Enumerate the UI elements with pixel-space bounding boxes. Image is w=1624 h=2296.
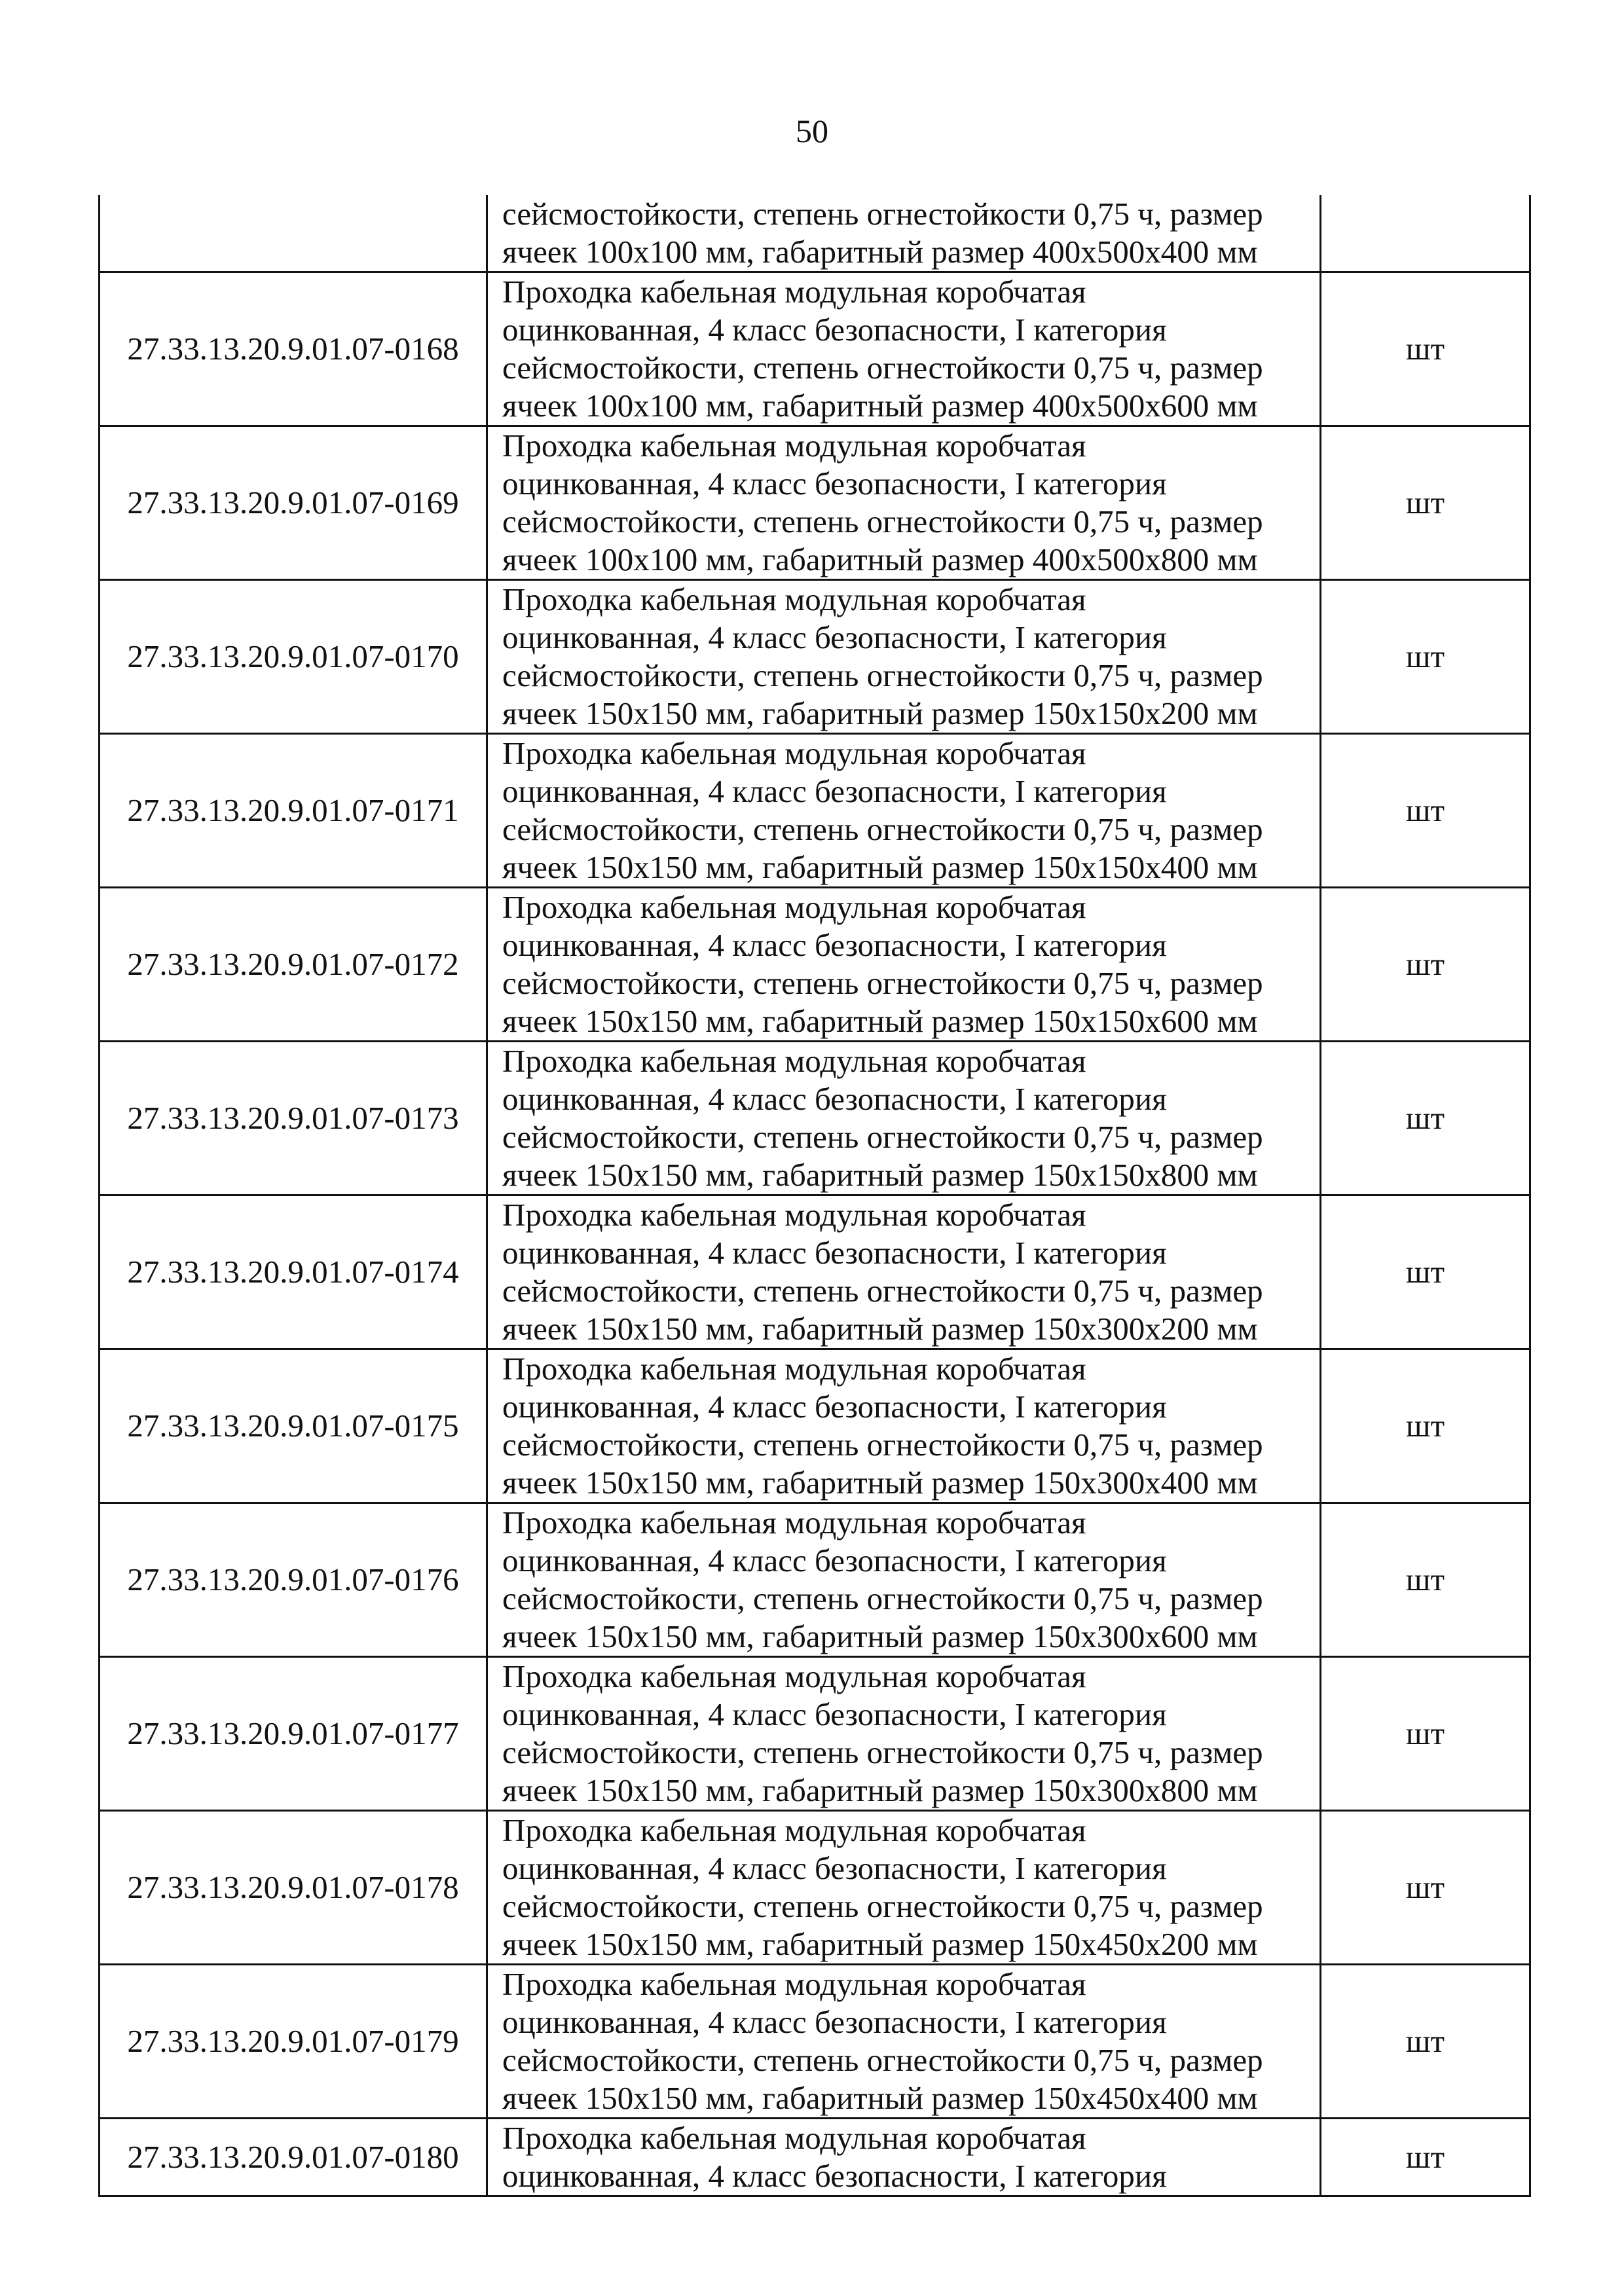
unit-of-measure: шт xyxy=(1321,2119,1530,2196)
resource-code: 27.33.13.20.9.01.07-0173 xyxy=(100,1042,487,1195)
description-line: сейсмостойкости, степень огнестойкости 0,75 ч, размер xyxy=(502,1734,1263,1770)
unit-of-measure: шт xyxy=(1321,580,1530,734)
resource-code: 27.33.13.20.9.01.07-0178 xyxy=(100,1811,487,1965)
description-line: сейсмостойкости, степень огнестойкости 0,75 ч, размер xyxy=(502,2042,1263,2078)
description-line: сейсмостойкости, степень огнестойкости 0,75 ч, размер xyxy=(502,811,1263,847)
description-line: ячеек 150х150 мм, габаритный размер 150х150х400 мм xyxy=(502,849,1258,885)
resource-code: 27.33.13.20.9.01.07-0179 xyxy=(100,1965,487,2119)
description-line: ячеек 150х150 мм, габаритный размер 150х450х400 мм xyxy=(502,2080,1258,2116)
unit-of-measure: шт xyxy=(1321,1965,1530,2119)
unit-of-measure: шт xyxy=(1321,888,1530,1042)
resource-description xyxy=(487,1811,1321,1965)
description-line: сейсмостойкости, степень огнестойкости 0,75 ч, размер xyxy=(502,1119,1263,1155)
description-line: Проходка кабельная модульная коробчатая xyxy=(502,1197,1086,1233)
description-line: оцинкованная, 4 класс безопасности, I категория xyxy=(502,465,1167,501)
resource-description xyxy=(487,1042,1321,1195)
description-line: Проходка кабельная модульная коробчатая xyxy=(502,1966,1086,2002)
description-line: сейсмостойкости, степень огнестойкости 0,75 ч, размер xyxy=(502,350,1263,386)
resource-description xyxy=(487,1349,1321,1503)
resource-code: 27.33.13.20.9.01.07-0172 xyxy=(100,888,487,1042)
table-row xyxy=(100,195,1530,272)
description-line: сейсмостойкости, степень огнестойкости 0,75 ч, размер xyxy=(502,1427,1263,1463)
resource-description xyxy=(487,1195,1321,1349)
table-row xyxy=(100,734,1530,888)
resource-code: 27.33.13.20.9.01.07-0180 xyxy=(100,2119,487,2196)
description-line: оцинкованная, 4 класс безопасности, I категория xyxy=(502,773,1167,809)
resource-description xyxy=(487,426,1321,580)
table-row xyxy=(100,1657,1530,1811)
resource-code: 27.33.13.20.9.01.07-0174 xyxy=(100,1195,487,1349)
table-row xyxy=(100,1965,1530,2119)
description-line: сейсмостойкости, степень огнестойкости 0,75 ч, размер xyxy=(502,1888,1263,1924)
resource-description xyxy=(487,580,1321,734)
resource-code: 27.33.13.20.9.01.07-0177 xyxy=(100,1657,487,1811)
description-line: оцинкованная, 4 класс безопасности, I категория xyxy=(502,2158,1167,2194)
table-row xyxy=(100,1503,1530,1657)
description-line: ячеек 150х150 мм, габаритный размер 150х150х600 мм xyxy=(502,1003,1258,1039)
resource-description xyxy=(487,272,1321,426)
description-line: ячеек 150х150 мм, габаритный размер 150х300х200 мм xyxy=(502,1311,1258,1347)
resource-description xyxy=(487,2119,1321,2196)
unit-of-measure: шт xyxy=(1321,1195,1530,1349)
unit-of-measure: шт xyxy=(1321,272,1530,426)
description-line: оцинкованная, 4 класс безопасности, I категория xyxy=(502,312,1167,348)
description-line: оцинкованная, 4 класс безопасности, I категория xyxy=(502,1542,1167,1578)
description-line: ячеек 100х100 мм, габаритный размер 400х500х800 мм xyxy=(502,541,1258,577)
table-row xyxy=(100,272,1530,426)
resource-code: 27.33.13.20.9.01.07-0168 xyxy=(100,272,487,426)
resource-description xyxy=(487,1503,1321,1657)
description-line: сейсмостойкости, степень огнестойкости 0,75 ч, размер xyxy=(502,1273,1263,1309)
description-line: ячеек 100х100 мм, габаритный размер 400х500х400 мм xyxy=(502,234,1258,270)
unit-of-measure xyxy=(1321,195,1530,272)
table-row xyxy=(100,2119,1530,2196)
resource-code: 27.33.13.20.9.01.07-0170 xyxy=(100,580,487,734)
unit-of-measure: шт xyxy=(1321,1503,1530,1657)
page-number: 50 xyxy=(796,113,828,149)
resource-description xyxy=(487,1657,1321,1811)
description-line: оцинкованная, 4 класс безопасности, I категория xyxy=(502,1235,1167,1271)
table-row xyxy=(100,1811,1530,1965)
description-line: Проходка кабельная модульная коробчатая xyxy=(502,274,1086,310)
description-line: оцинкованная, 4 класс безопасности, I категория xyxy=(502,2004,1167,2040)
description-line: Проходка кабельная модульная коробчатая xyxy=(502,1812,1086,1848)
resource-code: 27.33.13.20.9.01.07-0171 xyxy=(100,734,487,888)
unit-of-measure: шт xyxy=(1321,426,1530,580)
table-row xyxy=(100,1349,1530,1503)
resource-code xyxy=(100,195,487,272)
description-line: ячеек 150х150 мм, габаритный размер 150х300х600 мм xyxy=(502,1618,1258,1654)
table-row xyxy=(100,426,1530,580)
description-line: Проходка кабельная модульная коробчатая xyxy=(502,428,1086,464)
unit-of-measure: шт xyxy=(1321,1811,1530,1965)
table-row xyxy=(100,888,1530,1042)
resource-description xyxy=(487,1965,1321,2119)
description-line: Проходка кабельная модульная коробчатая xyxy=(502,735,1086,771)
table-row xyxy=(100,1195,1530,1349)
description-line: Проходка кабельная модульная коробчатая xyxy=(502,1351,1086,1387)
description-line: оцинкованная, 4 класс безопасности, I категория xyxy=(502,619,1167,655)
description-line: ячеек 150х150 мм, габаритный размер 150х300х800 мм xyxy=(502,1772,1258,1808)
unit-of-measure: шт xyxy=(1321,1349,1530,1503)
description-line: сейсмостойкости, степень огнестойкости 0,75 ч, размер xyxy=(502,657,1263,693)
resource-code: 27.33.13.20.9.01.07-0176 xyxy=(100,1503,487,1657)
description-line: ячеек 150х150 мм, габаритный размер 150х300х400 мм xyxy=(502,1465,1258,1501)
description-line: сейсмостойкости, степень огнестойкости 0,75 ч, размер xyxy=(502,965,1263,1001)
description-line: Проходка кабельная модульная коробчатая xyxy=(502,889,1086,925)
description-line: оцинкованная, 4 класс безопасности, I категория xyxy=(502,1696,1167,1732)
resource-description xyxy=(487,888,1321,1042)
description-line: оцинкованная, 4 класс безопасности, I категория xyxy=(502,1081,1167,1117)
description-line: сейсмостойкости, степень огнестойкости 0,75 ч, размер xyxy=(502,196,1263,232)
description-line: сейсмостойкости, степень огнестойкости 0,75 ч, размер xyxy=(502,503,1263,539)
description-line: оцинкованная, 4 класс безопасности, I категория xyxy=(502,927,1167,963)
description-line: ячеек 100х100 мм, габаритный размер 400х500х600 мм xyxy=(502,388,1258,424)
description-line: Проходка кабельная модульная коробчатая xyxy=(502,581,1086,617)
unit-of-measure: шт xyxy=(1321,1657,1530,1811)
description-line: оцинкованная, 4 класс безопасности, I категория xyxy=(502,1850,1167,1886)
unit-of-measure: шт xyxy=(1321,1042,1530,1195)
resource-code: 27.33.13.20.9.01.07-0175 xyxy=(100,1349,487,1503)
description-line: Проходка кабельная модульная коробчатая xyxy=(502,1658,1086,1694)
resource-table xyxy=(98,195,1531,2197)
description-line: оцинкованная, 4 класс безопасности, I категория xyxy=(502,1389,1167,1425)
resource-table-body xyxy=(100,195,1530,2196)
table-row xyxy=(100,580,1530,734)
description-line: сейсмостойкости, степень огнестойкости 0,75 ч, размер xyxy=(502,1580,1263,1616)
description-line: ячеек 150х150 мм, габаритный размер 150х450х200 мм xyxy=(502,1926,1258,1962)
unit-of-measure: шт xyxy=(1321,734,1530,888)
description-line: ячеек 150х150 мм, габаритный размер 150х150х200 мм xyxy=(502,695,1258,731)
description-line: Проходка кабельная модульная коробчатая xyxy=(502,1043,1086,1079)
description-line: Проходка кабельная модульная коробчатая xyxy=(502,2120,1086,2156)
description-line: ячеек 150х150 мм, габаритный размер 150х150х800 мм xyxy=(502,1157,1258,1193)
description-line: Проходка кабельная модульная коробчатая xyxy=(502,1504,1086,1540)
table-row xyxy=(100,1042,1530,1195)
resource-code: 27.33.13.20.9.01.07-0169 xyxy=(100,426,487,580)
resource-description xyxy=(487,734,1321,888)
resource-description xyxy=(487,195,1321,272)
